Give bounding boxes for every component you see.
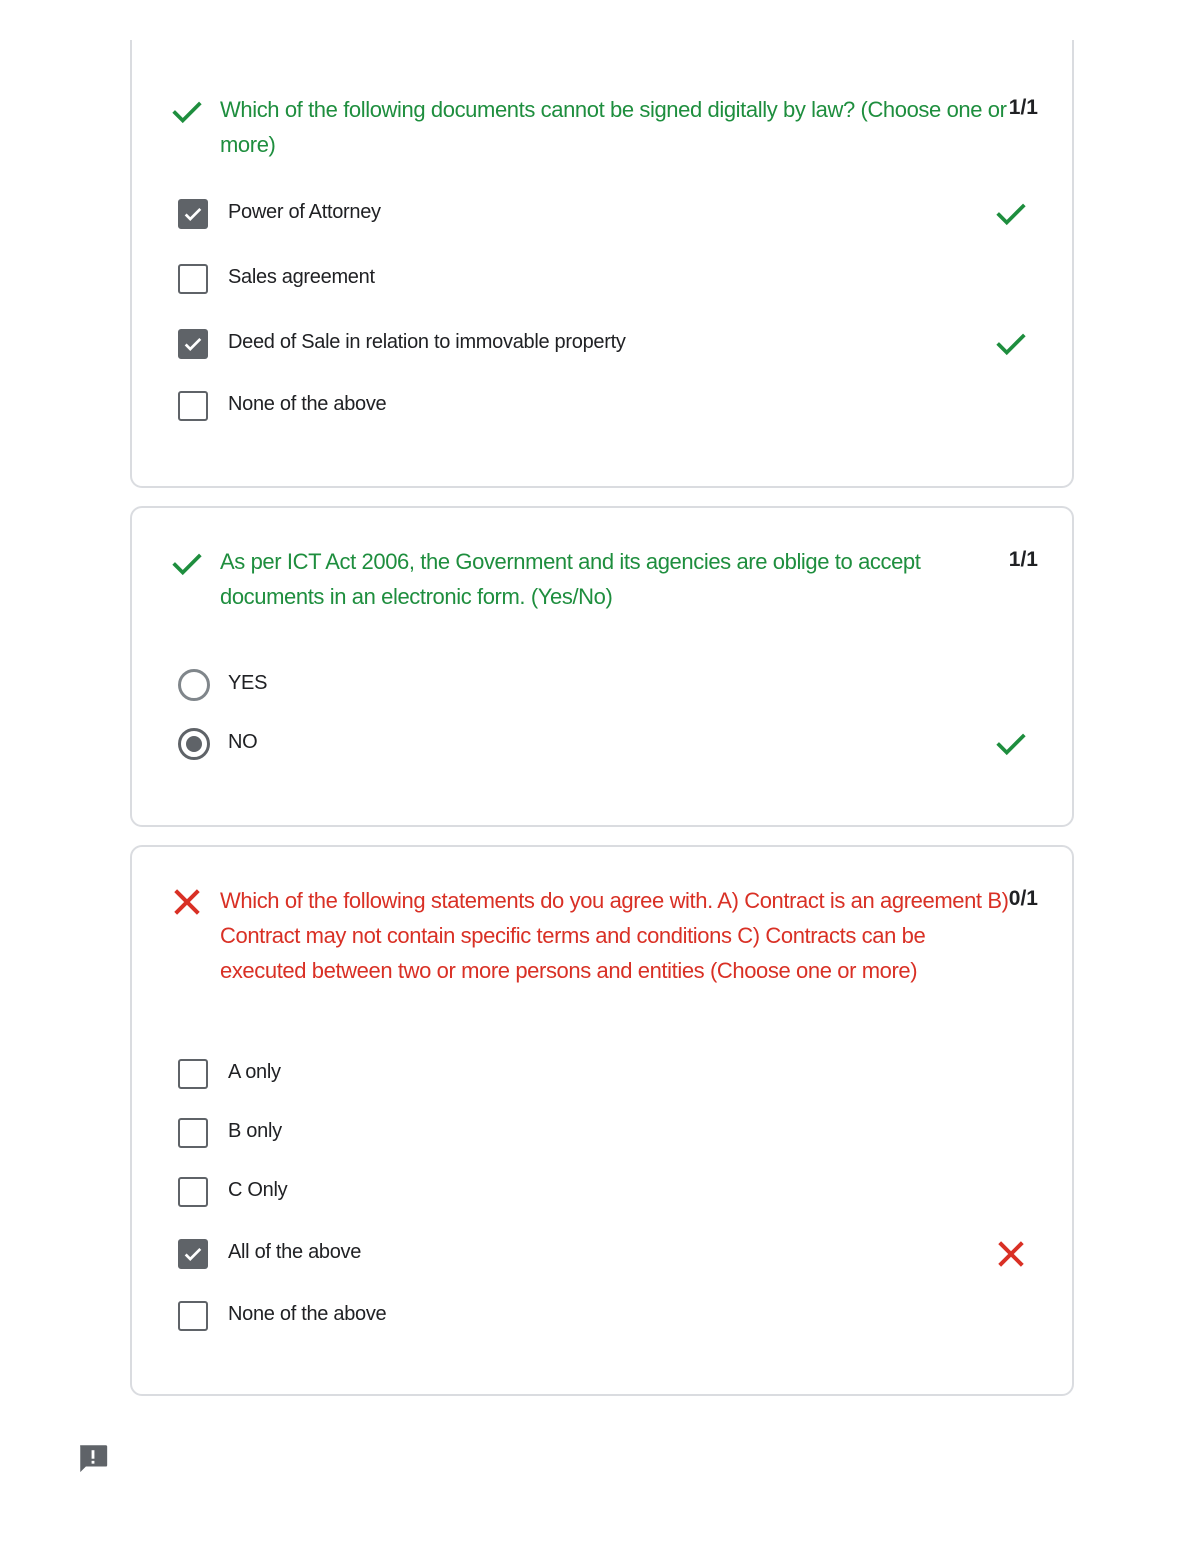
checkbox-checked[interactable] <box>178 329 208 359</box>
check-icon <box>170 547 204 581</box>
check-icon <box>170 95 204 129</box>
checkbox-unchecked[interactable] <box>178 1059 208 1089</box>
option-none-of-the-above[interactable] <box>178 1299 1072 1335</box>
checkbox-checked[interactable] <box>178 1239 208 1269</box>
option-label: None of the above <box>228 1303 387 1325</box>
option-none-of-the-above[interactable] <box>178 389 1072 425</box>
option-label: Deed of Sale in relation to immovable property <box>228 331 626 353</box>
option-label: B only <box>228 1120 282 1142</box>
question-text: Which of the following statements do you agree with. A) Contract is an agreement B) Contract may not contain specific terms and conditions C) Contracts can be executed between two or more persons and entities (Choose one or more) <box>220 888 1009 983</box>
option-label: A only <box>228 1061 281 1083</box>
check-icon <box>994 727 1028 761</box>
question-score: 0/1 <box>1008 887 1038 910</box>
question-card-2 <box>130 506 1074 827</box>
option-all-of-the-above[interactable] <box>178 1237 1072 1273</box>
option-label: YES <box>228 672 268 694</box>
question-score: 1/1 <box>1008 96 1038 119</box>
radio-unselected[interactable] <box>178 669 210 701</box>
checkmark-icon <box>182 203 204 225</box>
checkbox-unchecked[interactable] <box>178 1301 208 1331</box>
check-icon <box>994 197 1028 231</box>
report-feedback-icon[interactable] <box>76 1441 110 1475</box>
question-score: 1/1 <box>1008 548 1038 571</box>
question-text: As per ICT Act 2006, the Government and its agencies are oblige to accept documents in an electronic form. (Yes/No) <box>220 549 921 609</box>
option-b-only[interactable] <box>178 1116 1072 1152</box>
option-sales-agreement[interactable] <box>178 262 1072 298</box>
checkbox-unchecked[interactable] <box>178 1177 208 1207</box>
option-no[interactable] <box>178 727 1072 763</box>
question-text: Which of the following documents cannot be signed digitally by law? (Choose one or more) <box>220 97 1007 157</box>
check-icon <box>994 327 1028 361</box>
radio-selected[interactable] <box>178 728 210 760</box>
option-label: None of the above <box>228 393 387 415</box>
question-card-1 <box>130 40 1074 488</box>
option-label: Power of Attorney <box>228 201 381 223</box>
close-icon <box>170 885 204 919</box>
checkmark-icon <box>182 1243 204 1265</box>
option-power-of-attorney[interactable] <box>178 197 1072 233</box>
option-deed-of-sale[interactable] <box>178 327 1072 363</box>
checkbox-checked[interactable] <box>178 199 208 229</box>
option-label: NO <box>228 731 258 753</box>
checkmark-icon <box>182 333 204 355</box>
option-a-only[interactable] <box>178 1057 1072 1093</box>
option-label: C Only <box>228 1179 288 1201</box>
checkbox-unchecked[interactable] <box>178 264 208 294</box>
checkbox-unchecked[interactable] <box>178 391 208 421</box>
option-label: Sales agreement <box>228 266 375 288</box>
option-yes[interactable] <box>178 668 1072 704</box>
question-card-3 <box>130 845 1074 1396</box>
close-icon <box>994 1237 1028 1271</box>
radio-dot <box>186 736 202 752</box>
checkbox-unchecked[interactable] <box>178 1118 208 1148</box>
option-label: All of the above <box>228 1241 362 1263</box>
option-c-only[interactable] <box>178 1175 1072 1211</box>
